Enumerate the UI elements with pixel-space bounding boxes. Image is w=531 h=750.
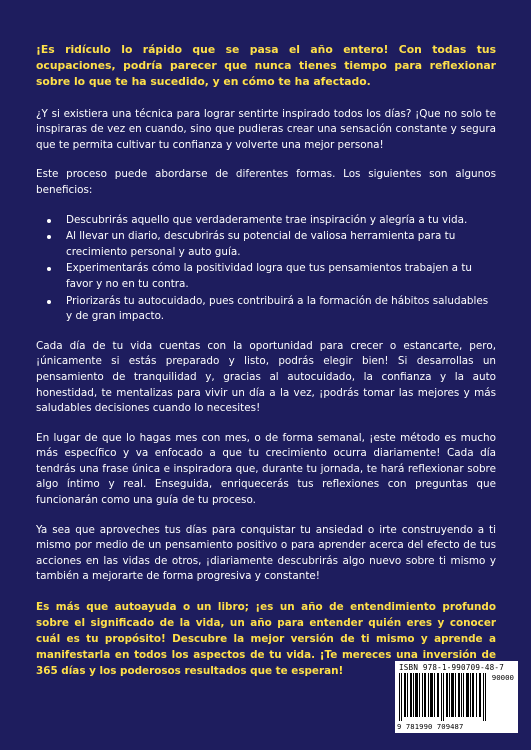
benefits-list [36,213,496,325]
back-cover-text [36,42,496,693]
list-item: Al llevar un diario, descubrirás su potencial de valiosa herramienta para tu crecimiento personal y auto guía. [66,229,496,260]
isbn-label: ISBN 978-1-990709-48-7 [399,663,504,672]
paragraph-technique: ¿Y si existiera una técnica para lograr sentirte inspirado todos los días? ¡Que no solo te inspiraras de vez en cuando, sino que pudieras crear una sensación constante y segura que te permita cultivar tu confianza y volverte una mejor persona! [36,107,496,151]
paragraph-method: En lugar de que lo hagas mes con mes, o de forma semanal, ¡este método es mucho más específico y va enfocado a que tu crecimiento ocurra diariamente! Cada día tendrás una frase única e inspiradora que, durante tu jornada, te hará reflexionar sobre algo íntimo y real. Enseguida, enriquecerás tus reflexiones con preguntas que funcionarán como una guía de tu proceso. [36,431,496,507]
barcode-bars-icon [399,673,487,721]
paragraph-growth: Ya sea que aproveches tus días para conquistar tu ansiedad o irte construyendo a ti mismo por medio de un pensamiento positivo o para aprender acerca del efecto de tus acciones en las vidas de otros, ¡diariamente descubrirás algo nuevo sobre ti mismo y también a mejorarte de forma progresiva y constante! [36,523,496,583]
list-item: Experimentarás cómo la positividad logra que tus pensamientos trabajen a tu favor y no en tu contra. [66,261,496,292]
closing-paragraph: Es más que autoayuda o un libro; ¡es un año de entendimiento profundo sobre el significado de la vida, un año para entender quién eres y conocer cuál es tu propósito! Descubre la mejor versión de ti mismo y aprende a manifestarla en todos los aspectos de tu vida. ¡Te mereces una inversión de 365 días y los poderosos resultados que te esperan! [36,601,496,678]
paragraph-benefits-intro: Este proceso puede abordarse de diferentes formas. Los siguientes son algunos beneficios: [36,168,496,196]
barcode-digits: 9 781990 709487 [397,722,464,731]
list-item: Descubrirás aquello que verdaderamente trae inspiración y alegría a tu vida. [66,213,496,229]
paragraph-opportunity: Cada día de tu vida cuentas con la oportunidad para crecer o estancarte, pero, ¡únicamente si estás preparado y listo, podrás elegir bien! Si desarrollas un pensamiento de tranquilidad y, gracias al autocuidado, la confianza y la auto honestidad, te mentalizas para vivir un día a la vez, ¡podrás tomar las mejores y más saludables decisiones cuando lo necesites! [36,339,496,415]
list-item: Priorizarás tu autocuidado, pues contribuirá a la formación de hábitos saludables y de gran impacto. [66,294,496,325]
intro-paragraph: ¡Es ridículo lo rápido que se pasa el año entero! Con todas tus ocupaciones, podría parecer que nunca tienes tiempo para reflexionar sobre lo que te ha sucedido, y en cómo te ha afectado. [36,43,496,89]
price-code: 90000 [491,673,514,682]
isbn-barcode [395,661,518,733]
